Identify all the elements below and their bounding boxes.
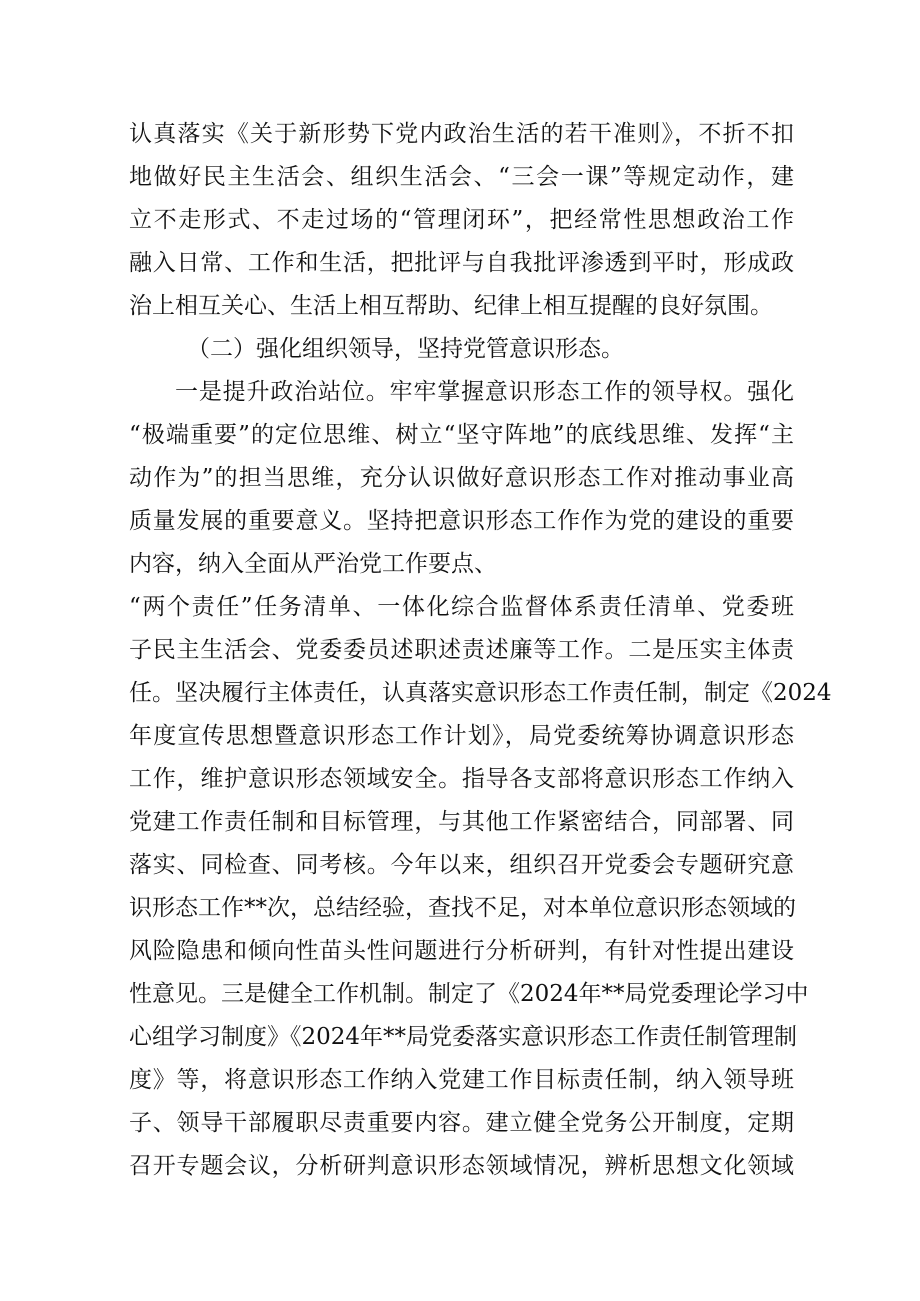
section-heading: （二）强化组织领导，坚持党管意识形态。 [187,336,624,362]
text-line-7: 一是提升政治站位。牢牢掌握意识形态工作的领导权。强化 [175,379,794,405]
document-body [129,113,832,1188]
text-line-23: 度》等，将意识形态工作纳入党建工作目标责任制，纳入领导班 [129,1067,794,1093]
text-line-16: 工作，维护意识形态领域安全。指导各支部将意识形态工作纳入 [129,766,794,792]
text-line-25: 召开专题会议，分析研判意识形态领域情况，辨析思想文化领域 [129,1153,794,1179]
text-line-20: 风险隐患和倾向性苗头性问题进行分析研判，有针对性提出建设 [129,938,794,964]
text-line-15: 年度宣传思想暨意识形态工作计划》，局党委统筹协调意识形态 [129,723,794,749]
text-line-3: 立不走形式、不走过场的“管理闭环”，把经常性思想政治工作 [129,207,794,233]
text-line-21: 性意见。三是健全工作机制。制定了《2024年**局党委理论学习中 [129,981,809,1007]
text-line-11: 内容，纳入全面从严治党工作要点、 [129,551,497,577]
text-line-24: 子、领导干部履职尽责重要内容。建立健全党务公开制度，定期 [129,1110,794,1136]
text-line-22: 心组学习制度》《2024年**局党委落实意识形态工作责任制管理制 [129,1024,798,1050]
text-line-17: 党建工作责任制和目标管理，与其他工作紧密结合，同部署、同 [129,809,794,835]
text-line-1: 认真落实《关于新形势下党内政治生活的若干准则》，不折不扣 [129,121,794,147]
text-line-8: “极端重要”的定位思维、树立“坚守阵地”的底线思维、发挥“主 [129,422,794,448]
text-line-9: 动作为”的担当思维，充分认识做好意识形态工作对推动事业高 [129,465,794,491]
text-line-18: 落实、同检查、同考核。今年以来，组织召开党委会专题研究意 [129,852,794,878]
text-line-12: “两个责任”任务清单、一体化综合监督体系责任清单、党委班 [129,594,794,620]
text-line-2: 地做好民主生活会、组织生活会、“三会一课”等规定动作，建 [129,164,794,190]
text-line-10: 质量发展的重要意义。坚持把意识形态工作作为党的建设的重要 [129,508,794,534]
text-line-13: 子民主生活会、党委委员述职述责述廉等工作。二是压实主体责 [129,637,794,663]
text-line-19: 识形态工作**次，总结经验，查找不足，对本单位意识形态领域的 [129,895,796,921]
text-line-14: 任。坚决履行主体责任，认真落实意识形态工作责任制，制定《2024 [129,680,832,706]
text-line-5: 治上相互关心、生活上相互帮助、纪律上相互提醒的良好氛围。 [129,293,773,319]
text-line-4: 融入日常、工作和生活，把批评与自我批评渗透到平时，形成政 [129,250,794,276]
